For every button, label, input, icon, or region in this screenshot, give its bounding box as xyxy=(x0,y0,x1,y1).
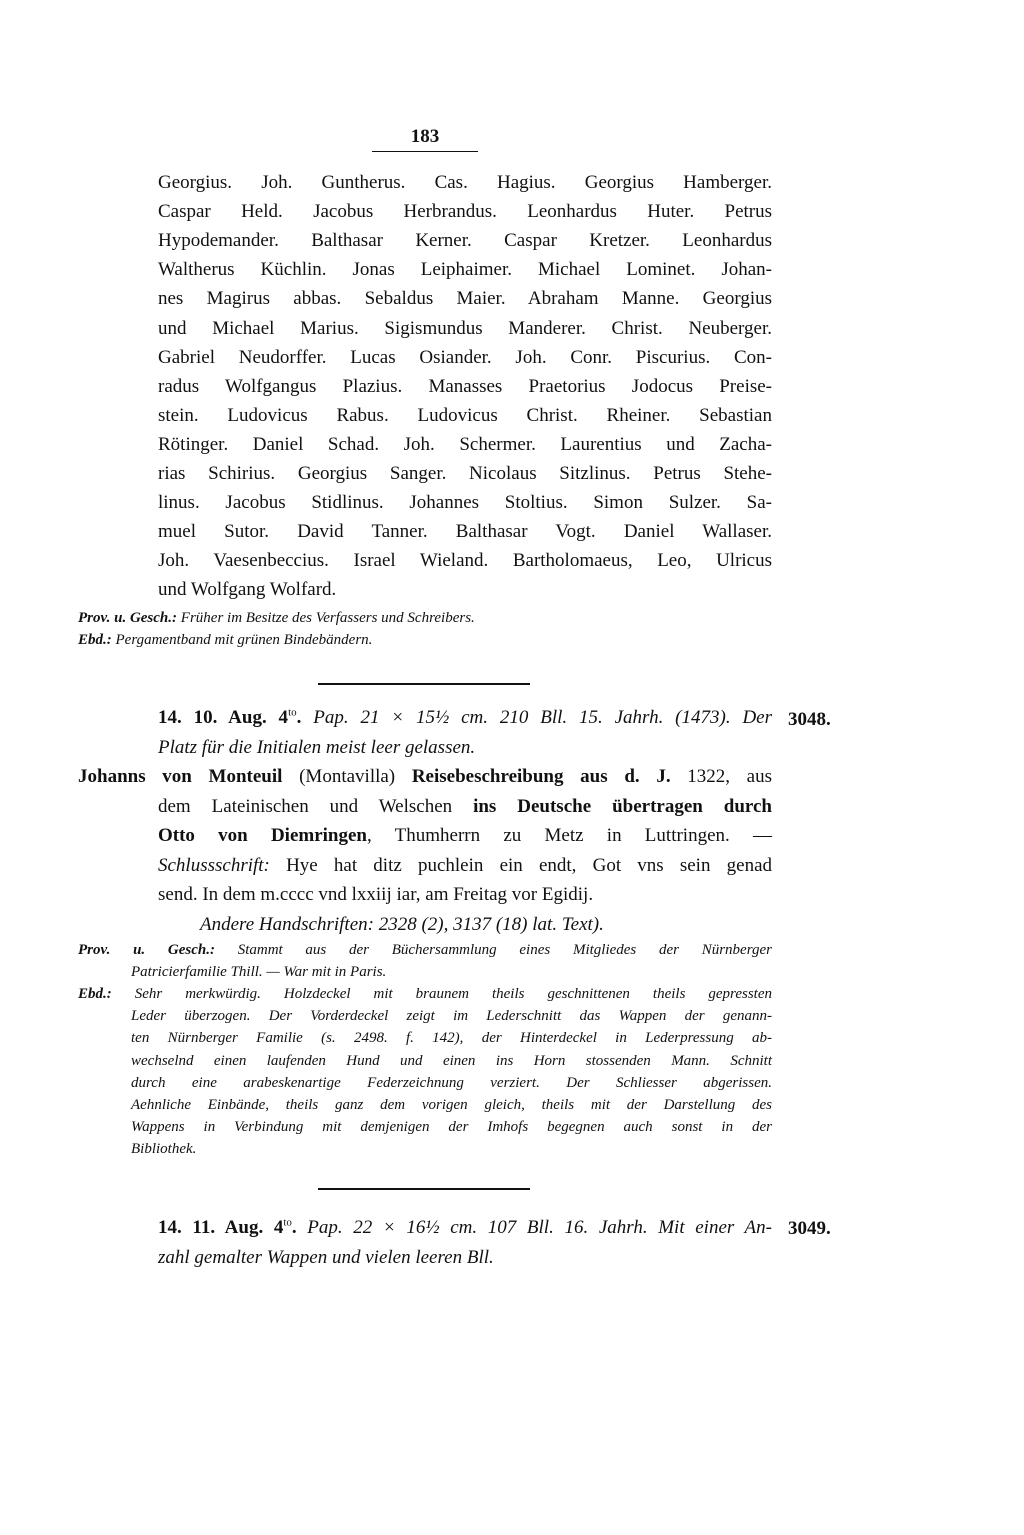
text-segment: radus Wolfgangus Plazius. Manasses Praetorius Jodocus Preise- xyxy=(158,375,772,397)
text-line xyxy=(158,347,772,369)
text-line xyxy=(158,855,772,877)
text-segment: Schlussschrift: xyxy=(158,854,287,876)
text-line xyxy=(158,579,772,601)
text-segment: Prov. u. Gesch.: xyxy=(78,942,238,958)
text-line xyxy=(131,1097,772,1114)
text-segment: Georgius. Joh. Guntherus. Cas. Hagius. Georgius Hamberger. xyxy=(158,172,772,193)
text-line xyxy=(131,964,772,981)
text-segment: . xyxy=(291,1217,308,1238)
text-line xyxy=(78,986,772,1003)
text-line xyxy=(78,942,772,959)
text-line xyxy=(78,766,772,788)
text-line xyxy=(158,172,772,194)
text-line xyxy=(158,201,772,223)
text-line xyxy=(131,1141,772,1158)
text-line xyxy=(158,707,772,729)
text-segment: nes Magirus abbas. Sebaldus Maier. Abraham Manne. Georgius xyxy=(158,288,772,310)
text-line xyxy=(158,318,772,340)
text-segment: Reisebeschreibung aus d. J. xyxy=(411,766,688,787)
text-segment: stein. Ludovicus Rabus. Ludovicus Christ. Rheiner. Sebastian xyxy=(158,404,772,426)
text-line xyxy=(158,288,772,310)
text-segment: Otto von Diemringen xyxy=(158,825,368,846)
text-segment: , Thumherrn zu Metz in Luttringen. — xyxy=(367,825,772,846)
text-line xyxy=(158,737,772,759)
text-segment: Johanns von Monteuil xyxy=(78,766,300,787)
text-line xyxy=(158,1247,772,1269)
text-segment: rias Schirius. Georgius Sanger. Nicolaus Sitzlinus. Petrus Stehe- xyxy=(158,463,772,484)
text-line xyxy=(158,492,772,514)
text-line xyxy=(158,463,772,485)
text-segment: . xyxy=(296,707,314,728)
text-line xyxy=(200,914,720,936)
text-line xyxy=(131,1008,772,1025)
text-line xyxy=(78,610,638,627)
text-line xyxy=(158,376,772,398)
text-segment: Rötinger. Daniel Schad. Joh. Schermer. Laurentius und Zacha- xyxy=(158,433,772,455)
text-segment: Pap. 21 × 15½ cm. 210 Bll. 15. Jahrh. (1473). Der xyxy=(313,707,772,728)
text-line xyxy=(131,1119,772,1136)
text-segment: Patricierfamilie Thill. — War mit in Paris. xyxy=(131,964,387,981)
text-segment: 14. 10. Aug. 4 xyxy=(158,707,289,728)
text-segment: ins Deutsche übertragen durch xyxy=(473,795,772,817)
text-segment: durch eine arabeskenartige Federzeichnung verziert. Der Schliesser abgerissen. xyxy=(131,1074,772,1091)
text-segment: Gabriel Neudorffer. Lucas Osiander. Joh. Conr. Piscurius. Con- xyxy=(158,346,772,368)
text-segment: Ebd.: xyxy=(78,632,116,648)
text-segment: Pap. 22 × 16½ cm. 107 Bll. 16. Jahrh. Mit einer An- xyxy=(307,1217,772,1238)
text-segment: Andere Handschriften: 2328 (2), 3137 (18) lat. Text). xyxy=(200,913,604,935)
text-segment: Aehnliche Einbände, theils ganz dem vorigen gleich, theils mit der Darstellung des xyxy=(131,1096,772,1113)
text-line xyxy=(131,1053,772,1070)
text-segment: Pergamentband mit grünen Bindebändern. xyxy=(115,632,373,648)
text-segment: send. In dem m.cccc vnd lxxiij iar, am Freitag vor Egidij. xyxy=(158,884,594,905)
text-segment: wechselnd einen laufenden Hund und einen ins Horn stossenden Mann. Schnitt xyxy=(131,1052,772,1069)
text-line xyxy=(158,550,772,572)
text-segment: (Montavilla) xyxy=(299,766,412,787)
text-segment: und Michael Marius. Sigismundus Manderer. Christ. Neuberger. xyxy=(158,317,772,339)
section-divider xyxy=(318,683,530,685)
text-line xyxy=(158,796,772,818)
text-line xyxy=(158,434,772,456)
text-segment: zahl gemalter Wappen und vielen leeren Bll. xyxy=(158,1247,494,1268)
text-line xyxy=(158,521,772,543)
text-segment: Bibliothek. xyxy=(131,1140,197,1157)
text-segment: Joh. Vaesenbeccius. Israel Wieland. Bartholomaeus, Leo, Ulricus xyxy=(158,550,772,572)
section-divider xyxy=(318,1188,530,1190)
text-line xyxy=(158,825,772,847)
text-segment: ten Nürnberger Familie (s. 2498. f. 142), der Hinterdeckel in Lederpressung ab- xyxy=(131,1030,772,1047)
text-segment: muel Sutor. David Tanner. Balthasar Vogt. Daniel Wallaser. xyxy=(158,521,772,543)
text-segment: to xyxy=(288,706,297,719)
text-line xyxy=(158,230,772,252)
text-line xyxy=(131,1075,772,1092)
text-segment: dem Lateinischen und Welschen xyxy=(158,795,474,817)
text-segment: Waltherus Küchlin. Jonas Leiphaimer. Michael Lominet. Johan- xyxy=(158,259,772,281)
text-line xyxy=(158,884,772,906)
text-line xyxy=(131,1030,772,1047)
text-segment: Hypodemander. Balthasar Kerner. Caspar Kretzer. Leonhardus xyxy=(158,230,772,252)
text-segment: Platz für die Initialen meist leer gelassen. xyxy=(158,736,476,758)
entry-number-3049: 3049. xyxy=(788,1218,831,1239)
text-segment: Prov. u. Gesch.: xyxy=(78,610,181,626)
text-segment: Stammt aus der Büchersammlung eines Mitgliedes der Nürnberger xyxy=(237,942,772,958)
text-segment: Früher im Besitze des Verfassers und Schreibers. xyxy=(180,610,475,626)
text-segment: Leder überzogen. Der Vorderdeckel zeigt im Lederschnitt das Wappen der genann- xyxy=(131,1008,772,1025)
text-segment: Hye hat ditz puchlein ein endt, Got vns sein genad xyxy=(286,854,773,876)
text-segment: linus. Jacobus Stidlinus. Johannes Stoltius. Simon Sulzer. Sa- xyxy=(158,492,772,514)
page-number: 183 xyxy=(372,126,478,152)
entry-number-3048: 3048. xyxy=(788,709,831,730)
text-line xyxy=(158,259,772,281)
text-segment: to xyxy=(283,1216,292,1229)
text-line xyxy=(158,405,772,427)
text-segment: Caspar Held. Jacobus Herbrandus. Leonhardus Huter. Petrus xyxy=(158,201,772,223)
text-segment: Sehr merkwürdig. Holzdeckel mit braunem theils geschnittenen theils gepressten xyxy=(134,986,772,1003)
text-line xyxy=(158,1217,772,1239)
text-segment: 14. 11. Aug. 4 xyxy=(158,1217,284,1238)
text-segment: und Wolfgang Wolfard. xyxy=(158,579,337,601)
text-segment: Wappens in Verbindung mit demjenigen der Imhofs begegnen auch sonst in der xyxy=(131,1118,772,1135)
text-segment: Ebd.: xyxy=(78,986,135,1003)
text-segment: 1322, aus xyxy=(687,766,773,787)
text-line xyxy=(78,632,638,649)
